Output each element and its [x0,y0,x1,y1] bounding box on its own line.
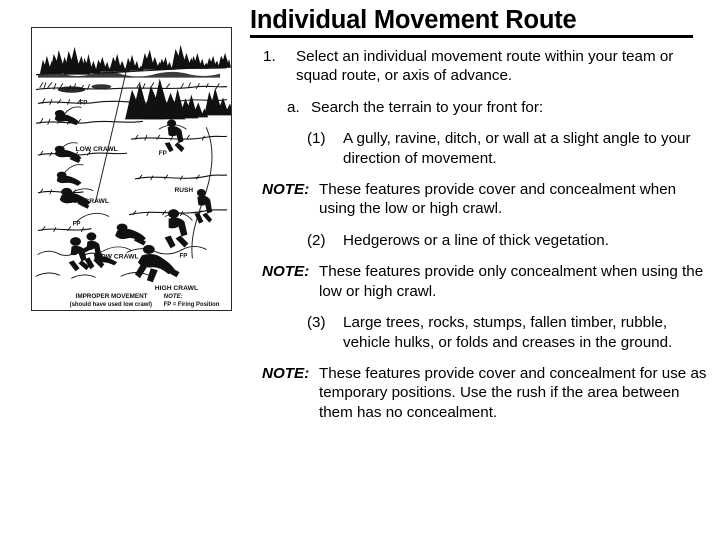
note-block-3 [262,364,708,422]
figure-label-fp-mid-left: FP [72,220,81,228]
list-text-1a3: Large trees, rocks, stumps, fallen timber, rubble, vehicle hulks, or folds and creases in the ground. [343,314,673,351]
list-text-1a2: Hedgerows or a line of thick vegetation. [343,231,609,249]
figure-label-fp-mid-right: FP [158,150,167,158]
page-title: Individual Movement Route [250,6,577,34]
list-item-1a1 [307,129,708,168]
figure-label-low-crawl-upper: LOW CRAWL [75,146,118,154]
list-marker-1a3: (3) [307,314,326,332]
note-text-2: These features provide only concealment when using the low or high crawl. [319,263,704,300]
title-underline-rule [250,35,693,38]
figure-label-high-crawl-lower: HIGH CRAWL [154,285,199,293]
list-text-1: Select an individual movement route within your team or squad route, or axis of advance. [296,48,674,85]
list-item-1a [287,98,708,117]
list-marker-1: 1. [263,48,276,66]
note-block-2 [262,262,708,301]
figure-label-fp-lower-right: FP [179,252,188,260]
note-label-1: NOTE: [262,181,310,199]
list-item-1a3 [307,313,708,352]
list-item-1 [263,47,708,86]
note-label-2: NOTE: [262,263,310,281]
figure-caption-note-heading: NOTE: [163,293,183,301]
list-text-1a1: A gully, ravine, ditch, or wall at a slight angle to your direction of movement. [343,130,691,167]
note-label-3: NOTE: [262,364,310,382]
list-text-1a: Search the terrain to your front for: [311,98,544,116]
figure-label-low-crawl-lower: LOW CRAWL [96,253,139,261]
note-text-1: These features provide cover and concealment when using the low or high crawl. [319,181,677,218]
list-marker-1a1: (1) [307,130,326,148]
figure-label-high-crawl-upper: HIGH CRAWL [65,197,110,205]
figure-label-rush: RUSH [174,186,194,194]
figure-caption-improper-movement: IMPROPER MOVEMENT [75,293,148,301]
figure-caption-note-text: FP = Firing Position [163,302,220,309]
figure-label-fp-top-left: FP [79,99,88,107]
note-text-3: These features provide cover and concealment for use as temporary positions. Use the rush if the area between them has no concealment. [319,364,707,421]
movement-route-figure [31,27,232,311]
note-block-1 [262,180,708,219]
figure-caption-improper-movement-sub: (should have used low crawl) [69,302,152,309]
list-marker-1a: a. [287,98,300,116]
slide-text-column [248,6,708,422]
list-marker-1a2: (2) [307,231,326,249]
list-item-1a2 [307,231,708,250]
movement-route-drawing [32,28,231,310]
